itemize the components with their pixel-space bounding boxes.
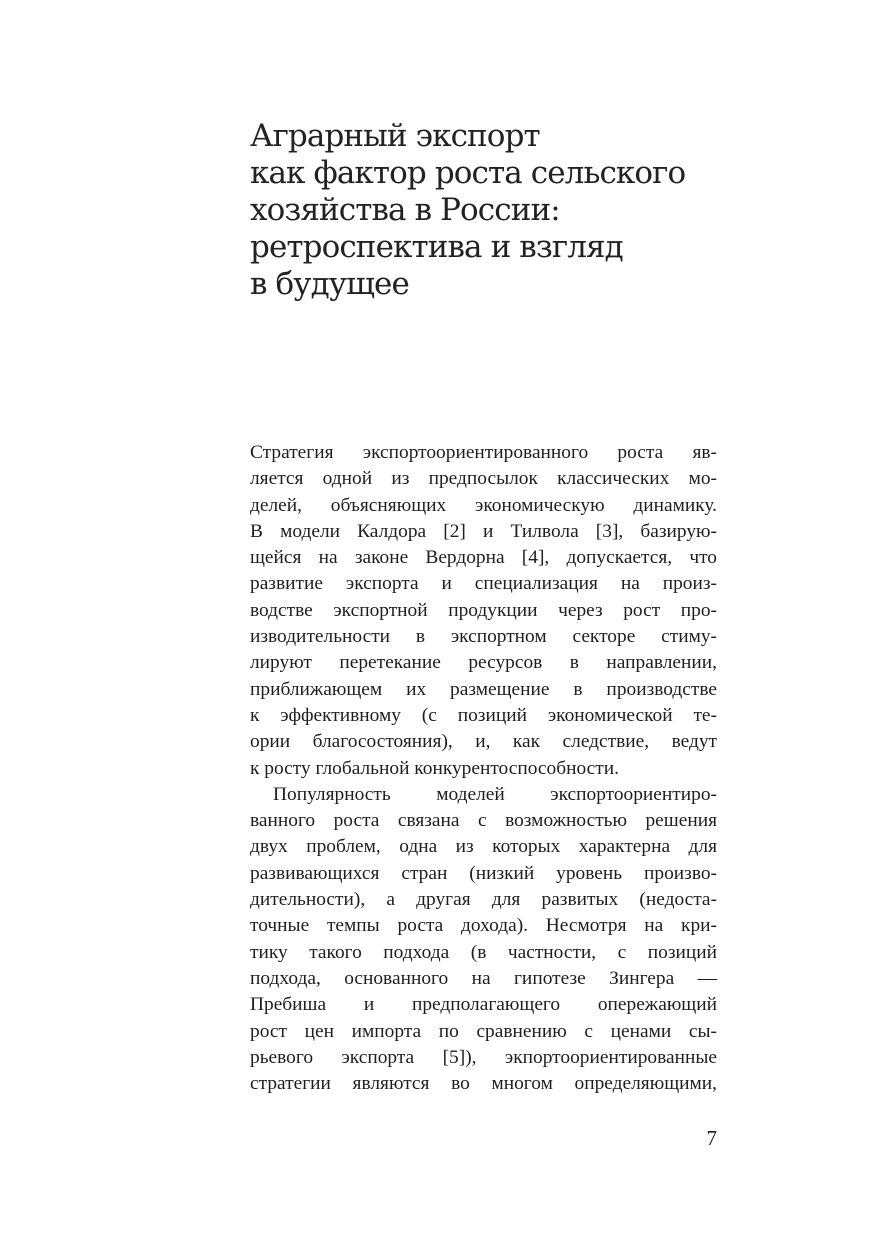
paragraph-2 xyxy=(250,782,717,1098)
text-line: развивающихся стран (низкий уровень произво- xyxy=(250,862,717,884)
text-line: развитие экспорта и специализация на произ- xyxy=(250,573,717,595)
text-line: ванного роста связана с возможностью решения xyxy=(250,810,717,832)
chapter-title-line: в будущее xyxy=(250,266,409,302)
text-line: стратегии являются во многом определяющими, xyxy=(250,1073,717,1095)
text-line: ляется одной из предпосылок классических мо- xyxy=(250,468,717,490)
text-line: лируют перетекание ресурсов в направлении, xyxy=(250,652,717,674)
text-line: рьевого экспорта [5]), экпортоориентированные xyxy=(250,1046,717,1068)
text-line: щейся на законе Вердорна [4], допускается, что xyxy=(250,547,717,569)
text-line: подхода, основанного на гипотезе Зингера — xyxy=(250,967,717,989)
text-line: делей, объясняющих экономическую динамику. xyxy=(250,494,717,516)
page-number: 7 xyxy=(706,1126,717,1150)
chapter-title-line: как фактор роста сельского xyxy=(250,155,686,191)
chapter-title xyxy=(250,118,750,303)
text-line: водстве экспортной продукции через рост про- xyxy=(250,599,717,621)
text-line: дительности), а другая для развитых (недоста- xyxy=(250,889,717,911)
chapter-title-line: ретроспектива и взгляд xyxy=(250,229,623,265)
text-line: приближающем их размещение в производстве xyxy=(250,678,717,700)
text-line: изводительности в экспортном секторе стиму- xyxy=(250,626,717,648)
text-line: В модели Калдора [2] и Тилвола [3], базирую- xyxy=(250,520,717,542)
paragraph-1 xyxy=(250,440,717,782)
text-line: к эффективному (с позиций экономической те- xyxy=(250,704,717,726)
body-text xyxy=(250,440,717,1097)
text-line: Популярность моделей экспортоориентиро- xyxy=(273,783,717,805)
chapter-title-line: Аграрный экспорт xyxy=(250,118,540,154)
text-line: к росту глобальной конкурентоспособности. xyxy=(250,757,619,779)
text-line: Стратегия экспортоориентированного роста яв- xyxy=(250,442,717,463)
text-line: Пребиша и предполагающего опережающий xyxy=(250,994,717,1016)
text-line: тику такого подхода (в частности, с позиций xyxy=(250,941,717,963)
text-line: ории благосостояния), и, как следствие, ведут xyxy=(250,731,717,753)
text-line: двух проблем, одна из которых характерна для xyxy=(250,836,717,858)
text-line: рост цен импорта по сравнению с ценами сы- xyxy=(250,1020,717,1042)
text-line: точные темпы роста дохода). Несмотря на кри- xyxy=(250,915,717,937)
chapter-title-line: хозяйства в России: xyxy=(250,192,560,228)
